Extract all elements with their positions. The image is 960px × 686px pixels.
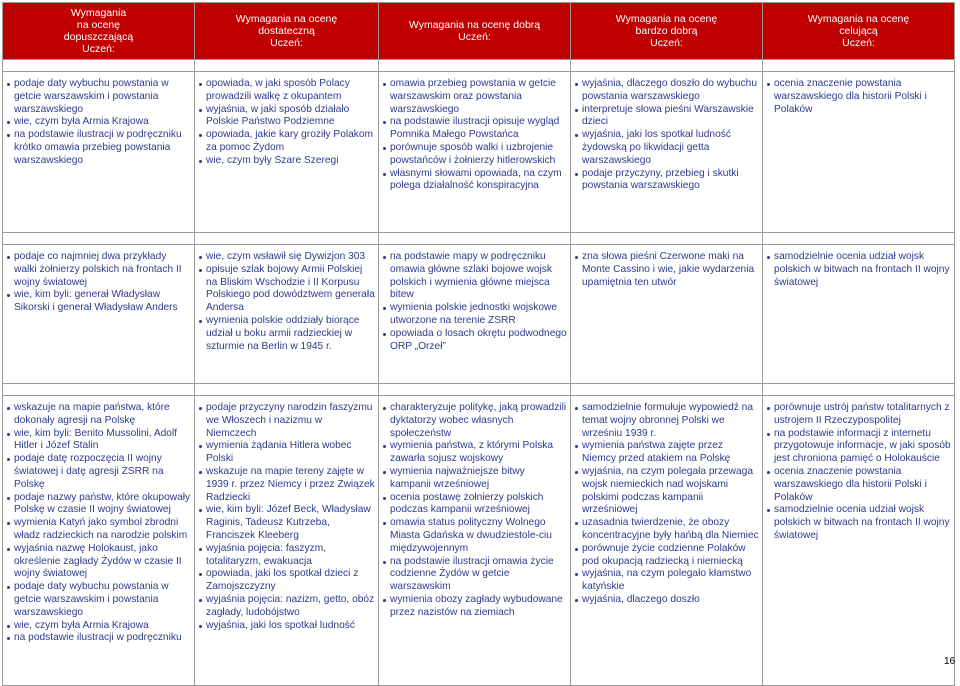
list-item: podaje przyczyny narodzin faszyzmu we Włoszech i nazizmu w Niemczech — [199, 402, 375, 440]
requirement-list — [383, 251, 567, 353]
table-row — [3, 72, 955, 233]
gap-cell — [195, 384, 379, 396]
gap-cell — [3, 384, 195, 396]
list-item: wyjaśnia, w jaki sposób działało Polskie Państwo Podziemne — [199, 104, 375, 130]
list-item: wymienia państwa zajęte przez Niemcy przed atakiem na Polskę — [575, 440, 759, 466]
list-item: na podstawie ilustracji w podręczniku krótko omawia przebieg powstania warszawskiego — [7, 129, 191, 167]
list-item: wie, czym była Armia Krajowa — [7, 116, 191, 129]
list-item: opowiada, w jaki sposób Polacy prowadzili walkę z okupantem — [199, 78, 375, 104]
table-cell — [571, 396, 763, 686]
list-item: wyjaśnia nazwę Holokaust, jako określenie zagłady Żydów w czasie II wojny światowej — [7, 543, 191, 581]
list-item: charakteryzuje politykę, jaką prowadzili dyktatorzy wobec własnych społeczeństw — [383, 402, 567, 440]
list-item: ocenia postawę żołnierzy polskich podczas kampanii wrześniowej — [383, 492, 567, 518]
header-line: Uczeń: — [458, 31, 491, 43]
list-item: wymienia polskie jednostki wojskowe utworzone na terenie ZSRR — [383, 302, 567, 328]
gap-cell — [571, 384, 763, 396]
list-item: wskazuje na mapie państwa, które dokonały agresji na Polskę — [7, 402, 191, 428]
row-gap — [3, 233, 955, 245]
table-cell — [195, 245, 379, 384]
gap-cell — [379, 384, 571, 396]
gap-cell — [379, 233, 571, 245]
gap-cell — [195, 233, 379, 245]
list-item: porównuje życie codzienne Polaków pod okupacją radziecką i niemiecką — [575, 543, 759, 569]
list-item: podaje przyczyny, przebieg i skutki powstania warszawskiego — [575, 168, 759, 194]
table-cell — [3, 396, 195, 686]
list-item: wymienia polskie oddziały biorące udział u boku armii radzieckiej w szturmie na Berlin w 1945 r. — [199, 315, 375, 353]
list-item: samodzielnie ocenia udział wojsk polskich w bitwach na frontach II wojny światowej — [767, 504, 951, 542]
list-item: na podstawie informacji z internetu przygotowuje informacje, w jaki sposób jest chroniona pamięć o Holokauście — [767, 428, 951, 466]
header-line: Wymagania — [70, 7, 127, 19]
list-item: wyjaśnia, dlaczego doszło do wybuchu powstania warszawskiego — [575, 78, 759, 104]
header-line: Uczeń: — [650, 37, 683, 49]
list-item: ocenia znaczenie powstania warszawskiego dla historii Polski i Polaków — [767, 466, 951, 504]
requirement-list — [575, 78, 759, 193]
gap-cell — [3, 233, 195, 245]
list-item: opowiada, jaki los spotkał dzieci z Zamojszczyzny — [199, 568, 375, 594]
list-item: wymienia żądania Hitlera wobec Polski — [199, 440, 375, 466]
header-col-3 — [379, 3, 571, 60]
header-line: Uczeń: — [82, 43, 115, 55]
list-item: ocenia znaczenie powstania warszawskiego dla historii Polski i Polaków — [767, 78, 951, 116]
list-item: porównuje ustrój państw totalitarnych z ustrojem II Rzeczypospolitej — [767, 402, 951, 428]
header-col-1 — [3, 3, 195, 60]
list-item: wskazuje na mapie tereny zajęte w 1939 r. przez Niemcy i przez Związek Radziecki — [199, 466, 375, 504]
header-col-2 — [195, 3, 379, 60]
list-item: samodzielnie ocenia udział wojsk polskich w bitwach na frontach II wojny światowej — [767, 251, 951, 289]
list-item: podaje co najmniej dwa przykłady walki żołnierzy polskich na frontach II wojny światowej — [7, 251, 191, 289]
table-cell — [379, 245, 571, 384]
list-item: podaje daty wybuchu powstania w getcie warszawskim i powstania warszawskiego — [7, 581, 191, 619]
list-item: wyjaśnia, na czym polegała przewaga wojsk niemieckich nad wojskami polskimi podczas kampanii wrześniowej — [575, 466, 759, 517]
header-line: na ocenę — [76, 19, 121, 31]
header-line: Wymagania na ocenę dobrą — [408, 19, 541, 31]
gap-cell — [571, 60, 763, 72]
list-item: interpretuje słowa pieśni Warszawskie dzieci — [575, 104, 759, 130]
list-item: wyjaśnia, na czym polegało kłamstwo katyńskie — [575, 568, 759, 594]
list-item: wyjaśnia, jaki los spotkał ludność żydowską po likwidacji getta warszawskiego — [575, 129, 759, 167]
table-cell — [571, 245, 763, 384]
table-cell — [763, 396, 955, 686]
list-item: wyjaśnia pojęcia: nazizm, getto, obóz zagłady, ludobójstwo — [199, 594, 375, 620]
header-col-5 — [763, 3, 955, 60]
table-cell — [195, 396, 379, 686]
list-item: na podstawie mapy w podręczniku omawia główne szlaki bojowe wojsk polskich i wymienia główne miejsca bitew — [383, 251, 567, 302]
header-line: dopuszczającą — [63, 31, 134, 43]
header-line: dostateczną — [258, 25, 315, 37]
list-item: na podstawie ilustracji opisuje wygląd Pomnika Małego Powstańca — [383, 116, 567, 142]
header-line: bardzo dobrą — [635, 25, 698, 37]
requirement-list — [199, 251, 375, 353]
list-item: opowiada, jakie kary groziły Polakom za pomoc Żydom — [199, 129, 375, 155]
header-col-4 — [571, 3, 763, 60]
list-item: podaje nazwy państw, które okupowały Polskę w czasie II wojny światowej — [7, 492, 191, 518]
table-row — [3, 245, 955, 384]
list-item: na podstawie ilustracji omawia życie codzienne Żydów w getcie warszawskim — [383, 556, 567, 594]
list-item: wie, czym były Szare Szeregi — [199, 155, 375, 168]
requirement-list — [575, 251, 759, 289]
requirement-list — [767, 251, 951, 289]
table-cell — [763, 245, 955, 384]
requirement-list — [7, 251, 191, 315]
table-cell — [379, 396, 571, 686]
gap-cell — [3, 60, 195, 72]
list-item: wie, kim byli: Benito Mussolini, Adolf Hitler i Józef Stalin — [7, 428, 191, 454]
list-item: wymienia obozy zagłady wybudowane przez nazistów na ziemiach — [383, 594, 567, 620]
list-item: własnymi słowami opowiada, na czym polega działalność konspiracyjna — [383, 168, 567, 194]
requirement-list — [7, 78, 191, 168]
table-cell — [195, 72, 379, 233]
list-item: podaje datę rozpoczęcia II wojny światowej i datę agresji ZSRR na Polskę — [7, 453, 191, 491]
gap-cell — [571, 233, 763, 245]
table-cell — [571, 72, 763, 233]
requirements-table — [2, 2, 955, 686]
list-item: wie, czym wsławił się Dywizjon 303 — [199, 251, 375, 264]
header-line: Uczeń: — [270, 37, 303, 49]
row-gap — [3, 384, 955, 396]
list-item: opowiada o losach okrętu podwodnego ORP „Orzeł” — [383, 328, 567, 354]
requirement-list — [199, 78, 375, 168]
list-item: wymienia państwa, z którymi Polska zawarła sojusz wojskowy — [383, 440, 567, 466]
header-line: celującą — [839, 25, 878, 37]
gap-cell — [195, 60, 379, 72]
gap-cell — [763, 60, 955, 72]
table-cell — [3, 72, 195, 233]
row-gap — [3, 60, 955, 72]
header-line: Wymagania na ocenę — [235, 13, 338, 25]
gap-cell — [379, 60, 571, 72]
header-line: Uczeń: — [842, 37, 875, 49]
requirement-list — [199, 402, 375, 632]
header-line: Wymagania na ocenę — [615, 13, 718, 25]
list-item: na podstawie ilustracji w podręczniku — [7, 632, 191, 645]
requirement-list — [383, 78, 567, 193]
list-item: wie, kim byli: generał Władysław Sikorski i generał Władysław Anders — [7, 289, 191, 315]
list-item: wie, czym była Armia Krajowa — [7, 620, 191, 633]
list-item: wymienia najważniejsze bitwy kampanii wrześniowej — [383, 466, 567, 492]
page-number: 16 — [944, 656, 956, 667]
list-item: podaje daty wybuchu powstania w getcie warszawskim i powstania warszawskiego — [7, 78, 191, 116]
table-cell — [3, 245, 195, 384]
list-item: wyjaśnia, jaki los spotkał ludność — [199, 620, 375, 633]
requirement-list — [767, 78, 951, 116]
requirement-list — [767, 402, 951, 543]
header-row — [3, 3, 955, 60]
table-cell — [379, 72, 571, 233]
gap-cell — [763, 233, 955, 245]
list-item: omawia przebieg powstania w getcie warszawskim oraz powstania warszawskiego — [383, 78, 567, 116]
list-item: samodzielnie formułuje wypowiedź na temat wojny obronnej Polski we wrześniu 1939 r. — [575, 402, 759, 440]
table-cell — [763, 72, 955, 233]
list-item: wie, kim byli: Józef Beck, Władysław Raginis, Tadeusz Kutrzeba, Franciszek Kleeberg — [199, 504, 375, 542]
header-line: Wymagania na ocenę — [807, 13, 910, 25]
requirement-list — [575, 402, 759, 607]
requirement-list — [383, 402, 567, 620]
requirement-list — [7, 402, 191, 645]
list-item: opisuje szlak bojowy Armii Polskiej na Bliskim Wschodzie i II Korpusu Polskiego pod dowództwem generała Andersa — [199, 264, 375, 315]
list-item: wyjaśnia pojęcia: faszyzm, totalitaryzm, ewakuacja — [199, 543, 375, 569]
list-item: uzasadnia twierdzenie, że obozy koncentracyjne były hańbą dla Niemiec — [575, 517, 759, 543]
list-item: omawia status polityczny Wolnego Miasta Gdańska w dwudziestole-ciu międzywojennym — [383, 517, 567, 555]
gap-cell — [763, 384, 955, 396]
list-item: porównuje sposób walki i uzbrojenie powstańców i żołnierzy hitlerowskich — [383, 142, 567, 168]
table-row — [3, 396, 955, 686]
list-item: wymienia Katyń jako symbol zbrodni władz radzieckich na narodzie polskim — [7, 517, 191, 543]
list-item: wyjaśnia, dlaczego doszło — [575, 594, 759, 607]
list-item: zna słowa pieśni Czerwone maki na Monte Cassino i wie, jakie wydarzenia upamiętnia ten utwór — [575, 251, 759, 289]
